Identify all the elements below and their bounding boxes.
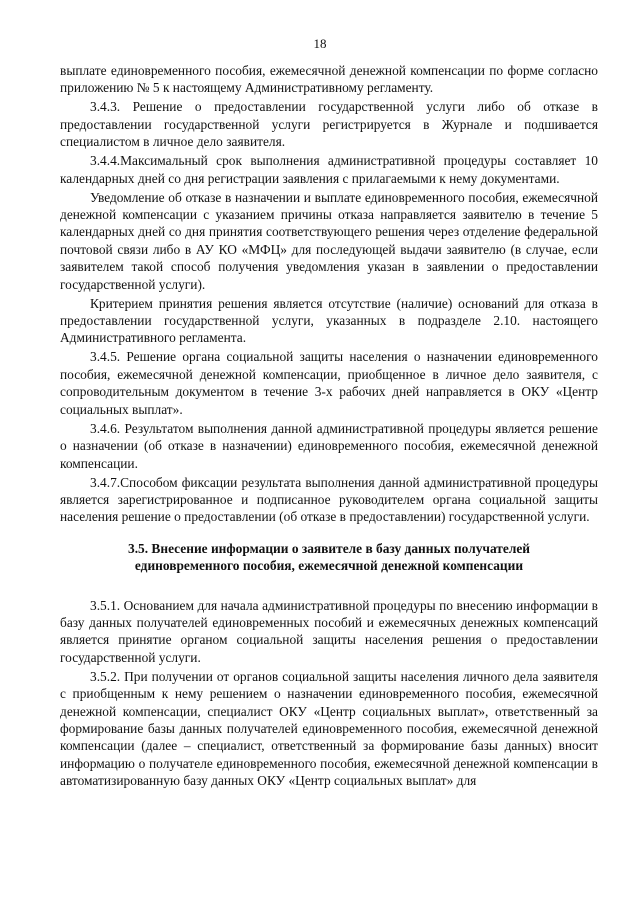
paragraphs-bottom — [60, 597, 598, 790]
paragraph: 3.4.7.Способом фиксации результата выполнения данной административной процедуры является зарегистрированное и подписанное руководителем органа социальной защиты населения решение о предоставлении (об отказе в предоставлении) государственной услуги. — [60, 474, 598, 525]
paragraph: 3.4.6. Результатом выполнения данной административной процедуры является решение о назначении (об отказе в назначении) единовременного пособия, ежемесячной денежной компенсации. — [60, 420, 598, 471]
document-body — [60, 62, 598, 791]
paragraph: выплате единовременного пособия, ежемесячной денежной компенсации по форме согласно приложению № 5 к настоящему Административному регламенту. — [60, 63, 598, 96]
paragraph: 3.4.4.Максимальный срок выполнения административной процедуры составляет 10 календарных дней со дня регистрации заявления с прилагаемыми к нему документами. — [60, 153, 598, 186]
paragraph: 3.5.1. Основанием для начала административной процедуры по внесению информации в базу данных получателей единовременных пособий и ежемесячных денежных компенсаций является принятие органом социальной защиты населения решения о предоставлении государственной услуги. — [60, 597, 598, 665]
section-title — [60, 540, 598, 575]
section-title-line-2: единовременного пособия, ежемесячной денежной компенсации — [134, 558, 524, 574]
paragraph: Уведомление об отказе в назначении и выплате единовременного пособия, ежемесячной денежной компенсации с указанием причины отказа направляется заявителю в течение 5 календарных дней со дня принятия соответствующего решения через отделение федеральной почтовой связи либо в АУ КО «МФЦ» для последующей выдачи заявителю (в случае, если заявителем такой способ получения уведомления указан в заявлении о предоставлении государственной услуги). — [60, 189, 598, 292]
page-number: 18 — [313, 36, 327, 51]
section-title-line-1: 3.5. Внесение информации о заявителе в базу данных получателей — [128, 540, 530, 556]
paragraph: Критерием принятия решения является отсутствие (наличие) оснований для отказа в предоставлении государственной услуги, указанных в подразделе 2.10. настоящего Административного регламента. — [60, 295, 598, 346]
paragraphs-top — [60, 62, 598, 526]
paragraph: 3.5.2. При получении от органов социальной защиты населения личного дела заявителя с приобщенным к нему решением о назначении единовременного пособия, ежемесячной денежной компенсации, специалист ОКУ «Центр социальных выплат», ответственный за формирование базы данных получателей единовременного пособия, ежемесячной денежной компенсации (далее – специалист, ответственный за формирование базы данных) вносит информацию о получателе единовременного пособия, ежемесячной денежной компенсации в автоматизированную базу данных ОКУ «Центр социальных выплат» для — [60, 668, 598, 789]
paragraph: 3.4.5. Решение органа социальной защиты населения о назначении единовременного пособия, ежемесячной денежной компенсации, приобщенное в личное дело заявителя, с сопроводительным документом в течение 3-х рабочих дней направляется в ОКУ «Центр социальных выплат». — [60, 349, 598, 417]
paragraph: 3.4.3. Решение о предоставлении государственной услуги либо об отказе в предоставлении государственной услуги регистрируется в Журнале и подшивается специалистом в личное дело заявителя. — [60, 99, 598, 150]
